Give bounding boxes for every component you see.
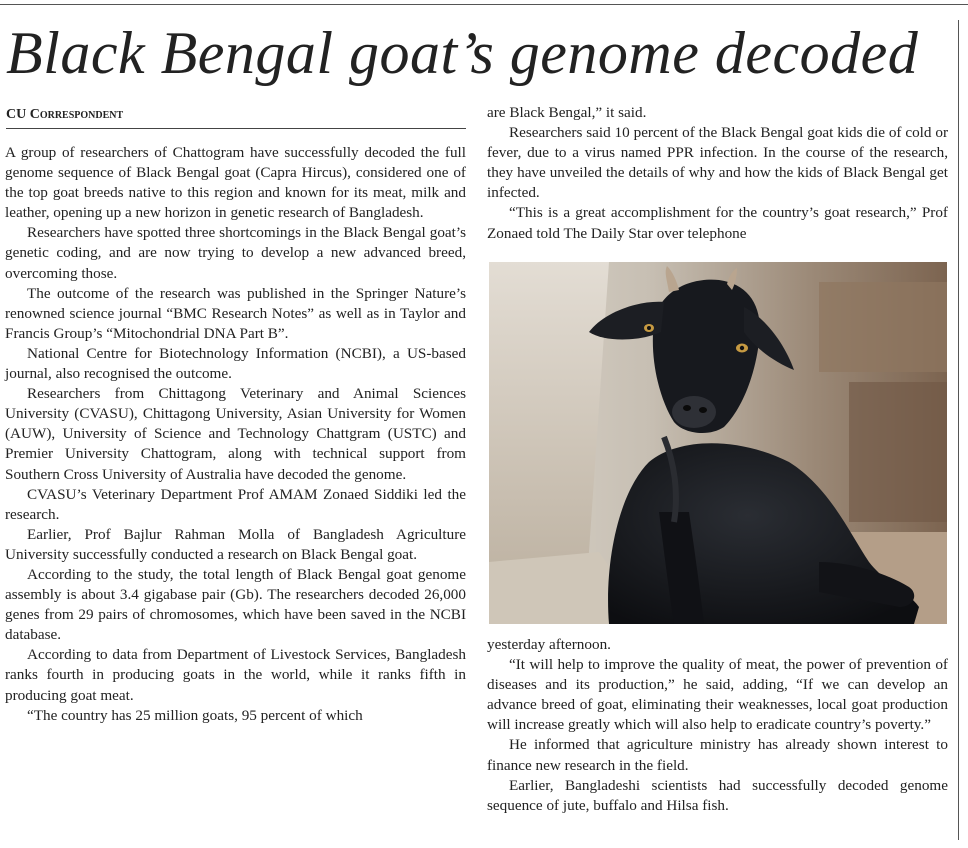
byline: CU Correspondent [6,107,124,122]
byline-rule [6,128,466,129]
paragraph: Researchers from Chittagong Veterinary and Animal Sciences University (CVASU), Chittagong University, Asian University for Women (AUW), University of Science and Technology Chattgram (USTC) and Premier University Chattogram, along with technical support from Southern Cross University of Australia have decoded the genome. [5,385,466,483]
paragraph: yesterday afternoon. [487,636,611,653]
paragraph: Researchers have spotted three shortcomings in the Black Bengal goat’s genetic coding, and are now trying to develop a new advanced breed, overcoming those. [5,224,466,282]
paragraph: National Centre for Biotechnology Information (NCBI), a US-based journal, also recognised the outcome. [5,344,466,383]
top-rule [0,4,968,5]
paragraph: Researchers said 10 percent of the Black Bengal goat kids die of cold or fever, due to a virus named PPR infection. In the course of the research, they have unveiled the details of why and how the kids of Black Bengal get infected. [487,124,948,202]
article-column-2-top [487,103,948,244]
paragraph: According to the study, the total length of Black Bengal goat genome assembly is about 3.4 gigabase pair (Gb). The researchers decoded 26,000 genes from 29 pairs of chromosomes, which have been saved in the NCBI database. [5,565,466,644]
paragraph: are Black Bengal,” it said. [487,104,647,121]
paragraph: “This is a great accomplishment for the country’s goat research,” Prof Zonaed told The Daily Star over telephone [487,204,948,242]
article-column-1 [5,143,466,726]
paragraph: The outcome of the research was published in the Springer Nature’s renowned science journal “BMC Research Notes” as well as in Taylor and Francis Group’s “Mitochondrial DNA Part B”. [5,284,466,342]
paragraph: According to data from Department of Livestock Services, Bangladesh ranks fourth in producing goats in the world, while it ranks fifth in producing goat meat. [5,646,466,704]
paragraph: CVASU’s Veterinary Department Prof AMAM Zonaed Siddiki led the research. [5,485,466,523]
paragraph: A group of researchers of Chattogram have successfully decoded the full genome sequence of Black Bengal goat (Capra Hircus), considered one of the top goat breeds native to this region and known for its meat, milk and leather, opening up a new horizon in genetic research of Bangladesh. [5,144,466,222]
headline: Black Bengal goat’s genome decoded [6,20,919,86]
paragraph: Earlier, Bangladeshi scientists had successfully decoded genome sequence of jute, buffalo and Hilsa fish. [487,776,948,814]
column-divider-right [958,20,959,840]
goat-photo [489,262,947,624]
paragraph: “It will help to improve the quality of meat, the power of prevention of diseases and its production,” he said, adding, “If we can develop an advance breed of goat, eliminating their weaknesses, local goat production will increase greatly which will also help to eradicate country’s poverty.” [487,656,948,734]
paragraph: He informed that agriculture ministry has already shown interest to finance new research in the field. [487,736,948,774]
paragraph: “The country has 25 million goats, 95 percent of which [27,706,363,724]
paragraph: Earlier, Prof Bajlur Rahman Molla of Bangladesh Agriculture University successfully conducted a research on Black Bengal goat. [5,525,466,563]
article-column-2-bottom [487,635,948,816]
